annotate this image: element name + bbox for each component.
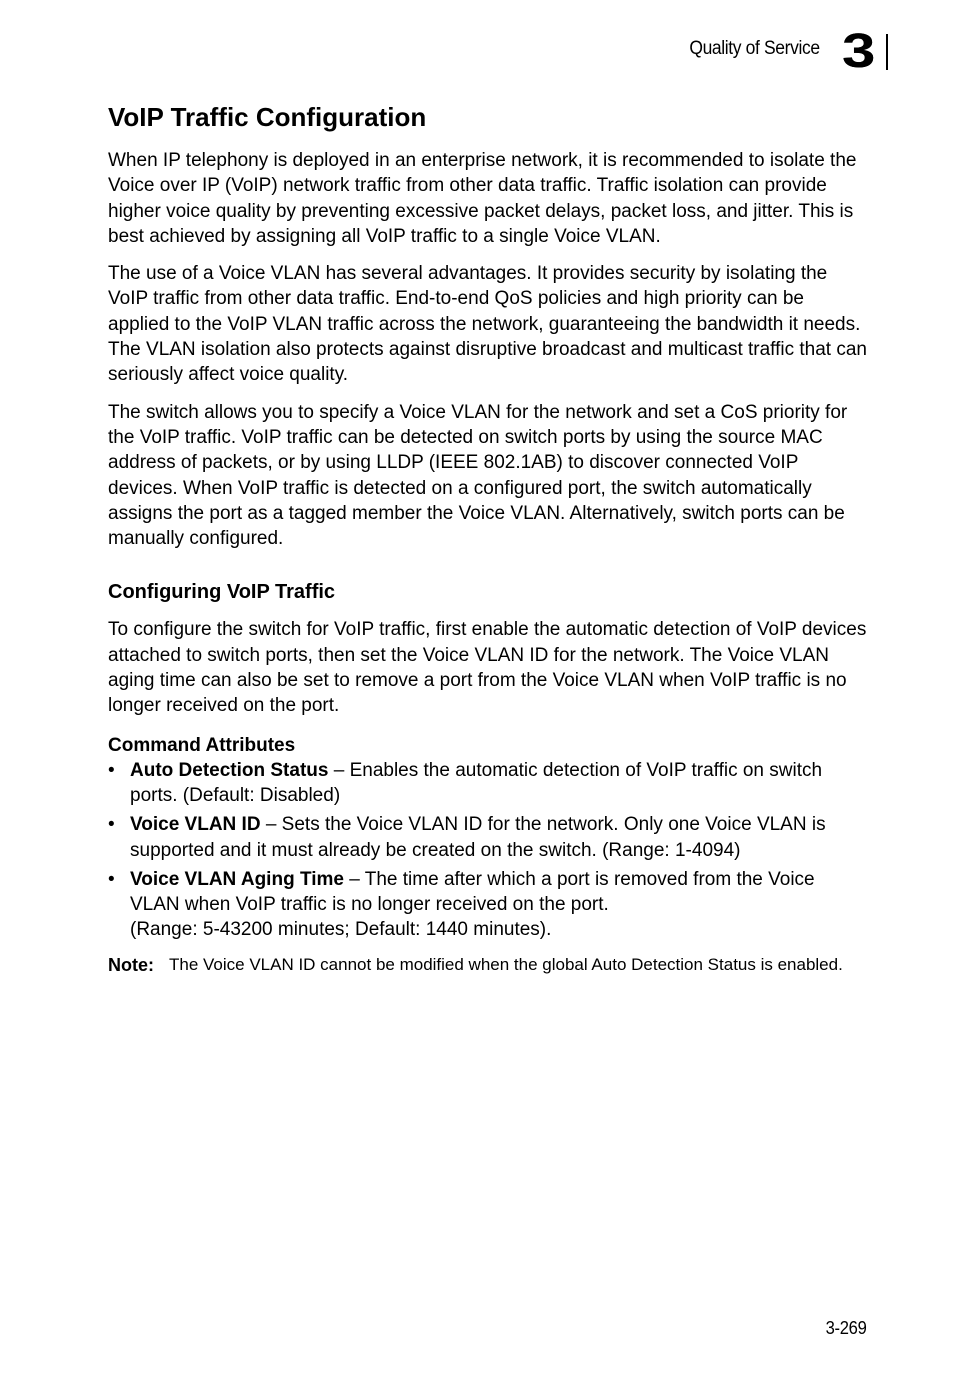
page-number: 3-269 (826, 1318, 867, 1338)
page-content (108, 98, 868, 977)
note (108, 953, 868, 977)
bullet: • (108, 759, 115, 781)
chapter-number-text: 3 (842, 25, 876, 78)
note-label: Note: (108, 954, 154, 975)
subsection-intro: To configure the switch for VoIP traffic, first enable the automatic detection of VoIP devices attached to switch ports, then set the Voice VLAN ID for the network. The Voice VLAN aging time can also be set to remove a port from the Voice VLAN when VoIP traffic is no longer received on the port. (108, 619, 867, 717)
list-item (108, 758, 868, 809)
list-item (108, 812, 868, 863)
attribute-range: (Range: 5-43200 minutes; Default: 1440 minutes). (130, 919, 552, 941)
running-header: Quality of Service (689, 38, 820, 59)
bullet: • (108, 814, 115, 836)
list-item (108, 867, 868, 943)
attribute-name: Voice VLAN ID (130, 814, 261, 836)
page-title: VoIP Traffic Configuration (108, 102, 427, 132)
attribute-description: – Enables the automatic detection of VoIP traffic on switch ports. (Default: Disabled) (130, 759, 823, 806)
attribute-description: – Sets the Voice VLAN ID for the network. Only one Voice VLAN is supported and it must already be created on the switch. (Range: 1-4094) (130, 814, 826, 861)
chapter-number (842, 25, 876, 78)
attribute-name: Voice VLAN Aging Time (130, 868, 344, 890)
attributes-heading: Command Attributes (108, 734, 296, 756)
attribute-description: – The time after which a port is removed from the Voice VLAN when VoIP traffic is no longer received on the port. (130, 868, 815, 916)
attribute-name: Auto Detection Status (130, 759, 329, 781)
bullet: • (108, 868, 115, 890)
paragraph: The use of a Voice VLAN has several advantages. It provides security by isolating the VoIP traffic from other data traffic. End-to-end QoS policies and high priority can be applied to the VoIP VLAN traffic across the network, guaranteeing the bandwidth it needs. The VLAN isolation also protects against disruptive broadcast and multicast traffic that can seriously affect voice quality. (108, 263, 867, 386)
subsection-title: Configuring VoIP Traffic (108, 581, 336, 604)
chapter-divider (886, 34, 888, 70)
attributes-list (108, 758, 868, 943)
note-text: The Voice VLAN ID cannot be modified when the global Auto Detection Status is enabled. (169, 954, 843, 974)
paragraph: When IP telephony is deployed in an enterprise network, it is recommended to isolate the Voice over IP (VoIP) network traffic from other data traffic. Traffic isolation can provide higher voice quality by preventing excessive packet delays, packet loss, and jitter. This is best achieved by assigning all VoIP traffic to a single Voice VLAN. (108, 150, 857, 247)
paragraph: The switch allows you to specify a Voice VLAN for the network and set a CoS priority for the VoIP traffic. VoIP traffic can be detected on switch ports by using the source MAC address of packets, or by using LLDP (IEEE 802.1AB) to discover connected VoIP devices. When VoIP traffic is detected on a configured port, the switch automatically assigns the port as a tagged member the Voice VLAN. Alternatively, switch ports can be manually configured. (108, 401, 848, 550)
